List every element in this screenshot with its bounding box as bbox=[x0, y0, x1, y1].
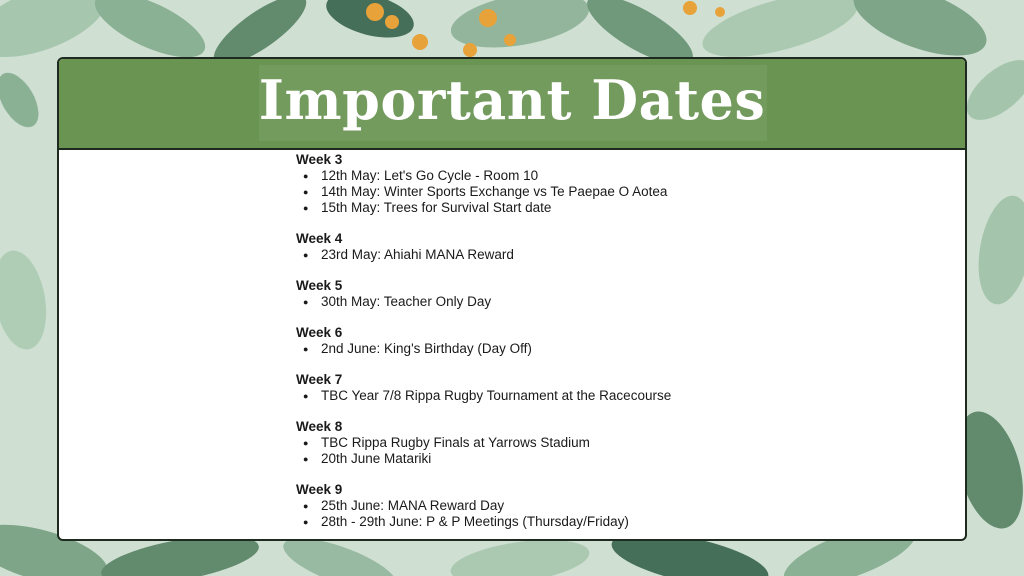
list-item bbox=[296, 435, 936, 451]
list-item-text: TBC Year 7/8 Rippa Rugby Tournament at the Racecourse bbox=[321, 388, 672, 403]
bullet-icon: ● bbox=[303, 250, 309, 260]
list-item bbox=[296, 498, 936, 514]
list-item bbox=[296, 294, 936, 310]
list-item-text: 23rd May: Ahiahi MANA Reward bbox=[321, 247, 514, 262]
list-item bbox=[296, 247, 936, 263]
bullet-icon: ● bbox=[303, 438, 309, 448]
bullet-icon: ● bbox=[303, 501, 309, 511]
list-item-text: 30th May: Teacher Only Day bbox=[321, 294, 492, 309]
bullet-icon: ● bbox=[303, 391, 309, 401]
dates-list bbox=[296, 152, 936, 541]
bullet-icon: ● bbox=[303, 171, 309, 181]
list-item-text: 15th May: Trees for Survival Start date bbox=[321, 200, 552, 215]
list-item bbox=[296, 388, 936, 404]
week-section bbox=[296, 482, 936, 530]
list-item-text: 20th June Matariki bbox=[321, 451, 432, 466]
week-title: Week 8 bbox=[296, 419, 343, 434]
week-title: Week 9 bbox=[296, 482, 343, 497]
list-item bbox=[296, 514, 936, 530]
bullet-icon: ● bbox=[303, 187, 309, 197]
list-item bbox=[296, 341, 936, 357]
week-title: Week 4 bbox=[296, 231, 343, 246]
list-item bbox=[296, 451, 936, 467]
list-item bbox=[296, 184, 936, 200]
week-section bbox=[296, 325, 936, 357]
week-section bbox=[296, 419, 936, 467]
list-item bbox=[296, 200, 936, 216]
list-item-text: 12th May: Let's Go Cycle - Room 10 bbox=[321, 168, 539, 183]
slide-title: Important Dates bbox=[258, 68, 766, 132]
bullet-icon: ● bbox=[303, 454, 309, 464]
week-title: Week 5 bbox=[296, 278, 343, 293]
week-title: Week 6 bbox=[296, 325, 343, 340]
list-item-text: 25th June: MANA Reward Day bbox=[321, 498, 505, 513]
week-section bbox=[296, 372, 936, 404]
title-banner bbox=[59, 59, 965, 150]
week-title: Week 3 bbox=[296, 152, 343, 167]
list-item-text: TBC Rippa Rugby Finals at Yarrows Stadium bbox=[321, 435, 590, 450]
list-item-text: 14th May: Winter Sports Exchange vs Te Paepae O Aotea bbox=[321, 184, 668, 199]
list-item-text: 2nd June: King's Birthday (Day Off) bbox=[321, 341, 532, 356]
bullet-icon: ● bbox=[303, 517, 309, 527]
week-section bbox=[296, 231, 936, 263]
bullet-icon: ● bbox=[303, 203, 309, 213]
week-section bbox=[296, 278, 936, 310]
week-title: Week 7 bbox=[296, 372, 343, 387]
list-item-text: 28th - 29th June: P & P Meetings (Thursday/Friday) bbox=[321, 514, 629, 529]
dates-card bbox=[57, 57, 967, 541]
list-item bbox=[296, 168, 936, 184]
bullet-icon: ● bbox=[303, 297, 309, 307]
week-section bbox=[296, 152, 936, 216]
bullet-icon: ● bbox=[303, 344, 309, 354]
